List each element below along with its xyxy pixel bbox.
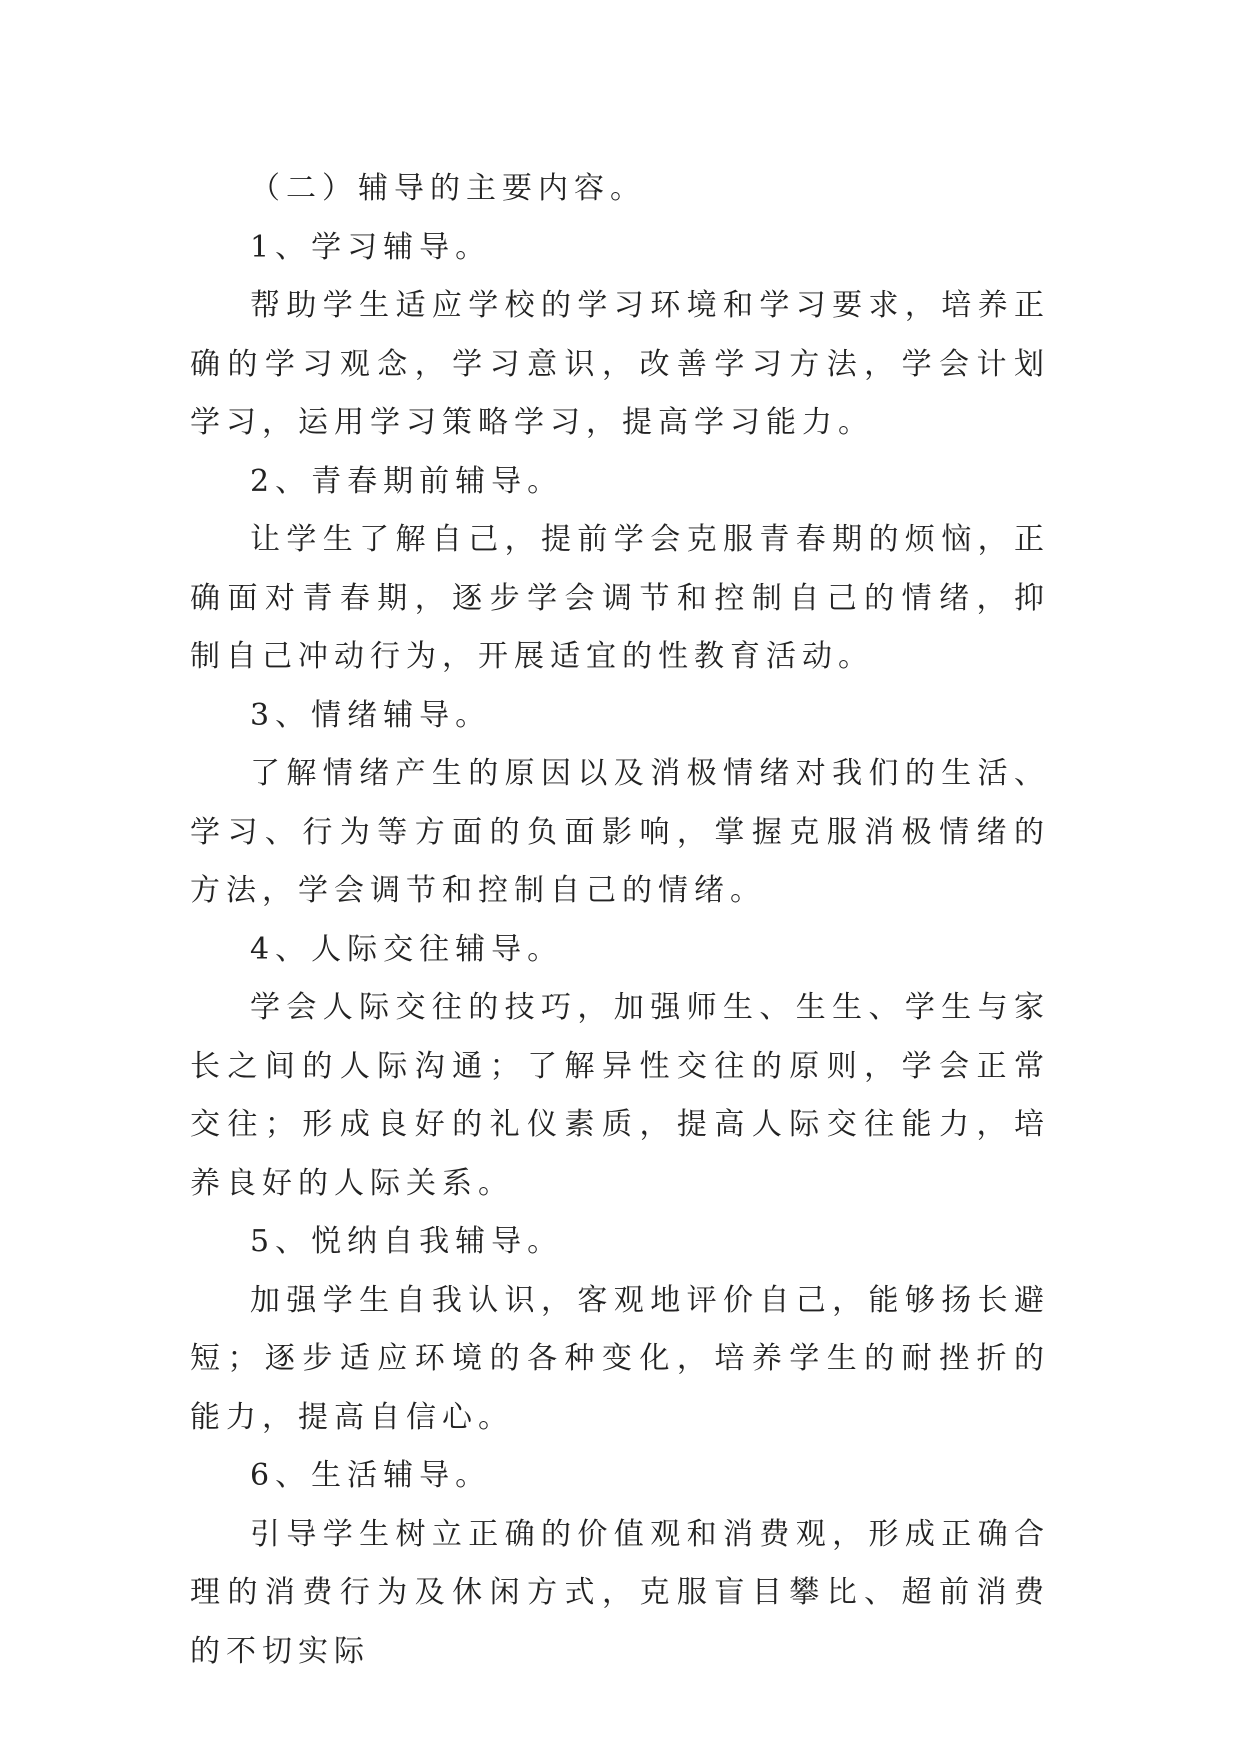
subsection-heading-emotion: 3、情绪辅导。 xyxy=(250,697,492,733)
paragraph-study: 帮助学生适应学校的学习环境和学习要求，培养正确的学习观念，学习意识，改善学习方法，学会计划学习，运用学习策略学习，提高学习能力。 xyxy=(190,288,1050,440)
document-body xyxy=(190,160,1050,1681)
paragraph-puberty: 让学生了解自己，提前学会克服青春期的烦恼，正确面对青春期，逐步学会调节和控制自己的情绪，抑制自己冲动行为，开展适宜的性教育活动。 xyxy=(190,522,1050,674)
subsection-heading-self-acceptance: 5、悦纳自我辅导。 xyxy=(250,1224,564,1259)
paragraph-life: 引导学生树立正确的价值观和消费观，形成正确合理的消费行为及休闲方式，克服盲目攀比、超前消费的不切实际 xyxy=(190,1516,1050,1669)
subsection-heading-study: 1、学习辅导。 xyxy=(250,229,492,265)
subsection-heading-interpersonal: 4、人际交往辅导。 xyxy=(250,931,564,967)
paragraph-emotion: 了解情绪产生的原因以及消极情绪对我们的生活、学习、行为等方面的负面影响，掌握克服消极情绪的方法，学会调节和控制自己的情绪。 xyxy=(190,756,1050,908)
paragraph-self-acceptance: 加强学生自我认识，客观地评价自己，能够扬长避短；逐步适应环境的各种变化，培养学生的耐挫折的能力，提高自信心。 xyxy=(190,1282,1050,1435)
section-title: （二）辅导的主要内容。 xyxy=(250,171,646,206)
subsection-heading-puberty: 2、青春期前辅导。 xyxy=(250,463,564,499)
subsection-heading-life: 6、生活辅导。 xyxy=(250,1458,492,1493)
paragraph-interpersonal: 学会人际交往的技巧，加强师生、生生、学生与家长之间的人际沟通；了解异性交往的原则，学会正常交往；形成良好的礼仪素质，提高人际交往能力，培养良好的人际关系。 xyxy=(190,990,1050,1201)
